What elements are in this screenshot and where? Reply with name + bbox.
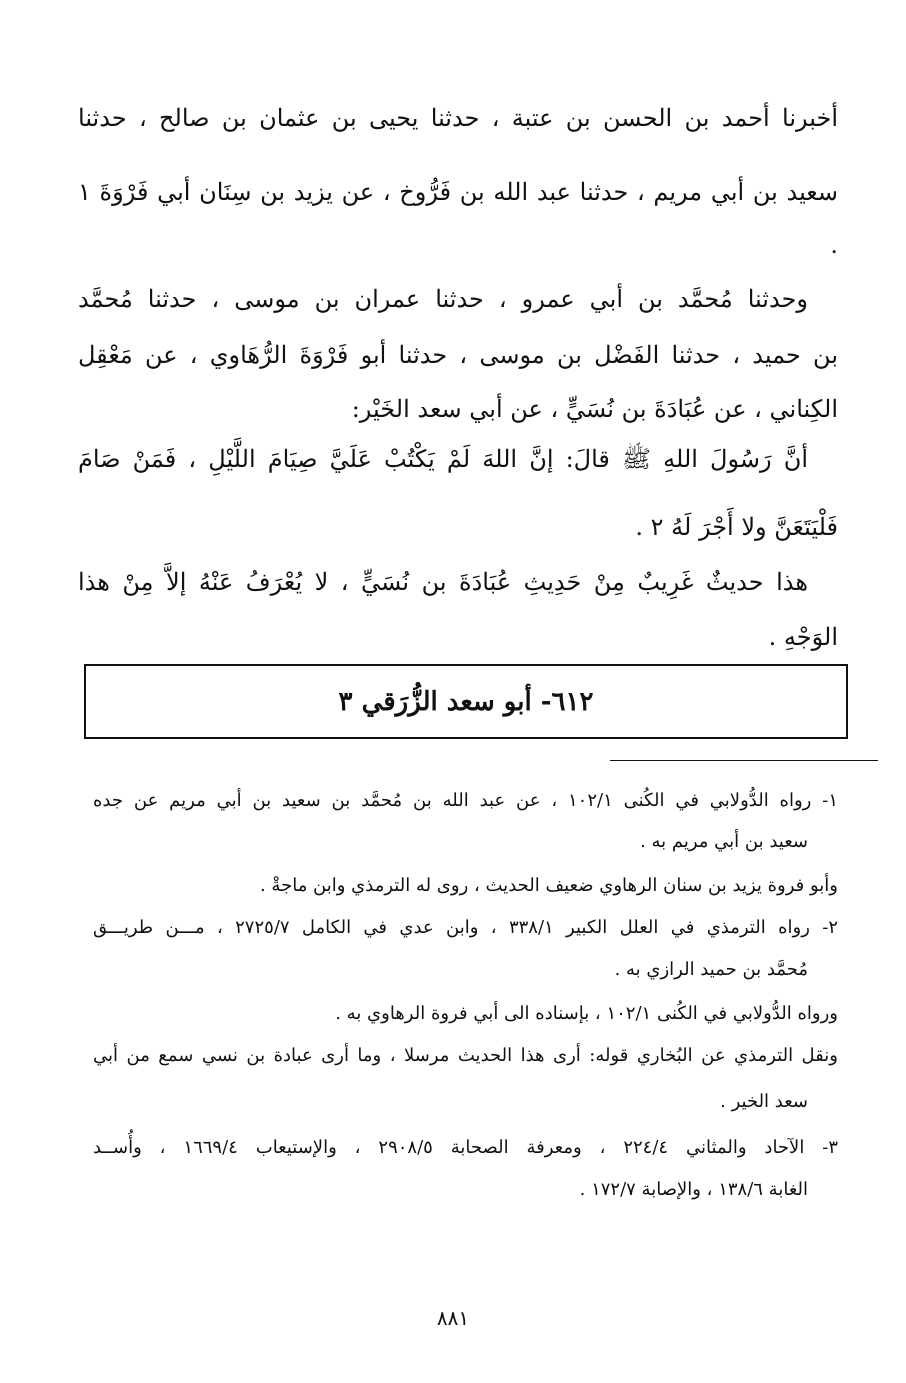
section-title: ٦١٢- أبو سعد الزُّرَقي ٣	[338, 686, 594, 717]
footnote-line: ٣- الآحاد والمثاني ٢٢٤/٤ ، ومعرفة الصحابة ٢٩٠٨/٥ ، والإستيعاب ١٦٦٩/٤ ، وأُســد	[93, 1137, 838, 1158]
body-line: .	[830, 231, 838, 259]
footnote-line: ونقل الترمذي عن البُخاري قوله: أرى هذا الحديث مرسلا ، وما أرى عبادة بن نسي سمع من أبي	[93, 1045, 838, 1066]
body-line: فَلْيَتَعَنَّ ولا أَجْرَ لَهُ ٢ .	[635, 513, 838, 541]
footnote-line: وأبو فروة يزيد بن سنان الرهاوي ضعيف الحديث ، روى له الترمذي وابن ماجةْ .	[259, 875, 838, 896]
footnote-line: مُحمَّد بن حميد الرازي به .	[614, 959, 808, 980]
section-heading-box	[84, 664, 848, 739]
body-line: الكِناني ، عن عُبَادَةَ بن نُسَيٍّ ، عن أبي سعد الخَيْر:	[351, 395, 838, 423]
body-line: الوَجْهِ .	[768, 623, 838, 651]
body-line: أخبرنا أحمد بن الحسن بن عتبة ، حدثنا يحيى بن عثمان بن صالح ، حدثنا	[78, 104, 838, 132]
footnote-line: سعد الخير .	[720, 1091, 808, 1112]
footnote-line: ورواه الدُّولابي في الكُنى ١٠٢/١ ، بإسناده الى أبي فروة الرهاوي به .	[335, 1003, 838, 1024]
body-line: أنَّ رَسُولَ اللهِ ﷺ قالَ: إنَّ اللهَ لَمْ يَكْتُبْ عَلَيَّ صِيَامَ اللَّيْلِ ، فَمَنْ صَامَ	[78, 445, 808, 473]
footnote-separator	[610, 760, 878, 761]
footnote-line: ٢- رواه الترمذي في العلل الكبير ٣٣٨/١ ، وابن عدي في الكامل ٢٧٢٥/٧ ، مـــن طريـــق	[93, 917, 838, 938]
footnote-line: سعيد بن أبي مريم به .	[640, 831, 808, 852]
body-line: سعيد بن أبي مريم ، حدثنا عبد الله بن فَرُّوخ ، عن يزيد بن سِنَان أبي فَرْوَةَ ١	[78, 178, 838, 206]
body-line: هذا حديثٌ غَرِيبٌ مِنْ حَدِيثِ عُبَادَةَ بن نُسَيٍّ ، لا يُعْرَفُ عَنْهُ إلاَّ مِنْ هذا	[78, 568, 808, 596]
footnote-line: ١- رواه الدُّولابي في الكُنى ١٠٢/١ ، عن عبد الله بن مُحمَّد بن سعيد بن أبي مريم عن جده	[93, 790, 838, 811]
footnote-line: الغابة ١٣٨/٦ ، والإصابة ١٧٢/٧ .	[579, 1179, 808, 1200]
body-line: بن حميد ، حدثنا الفَضْل بن موسى ، حدثنا أبو فَرْوَةَ الرُّهَاوي ، عن مَعْقِل	[78, 341, 838, 369]
page-number: ٨٨١	[436, 1306, 470, 1330]
body-line: وحدثنا مُحمَّد بن أبي عمرو ، حدثنا عمران بن موسى ، حدثنا مُحمَّد	[78, 285, 808, 313]
